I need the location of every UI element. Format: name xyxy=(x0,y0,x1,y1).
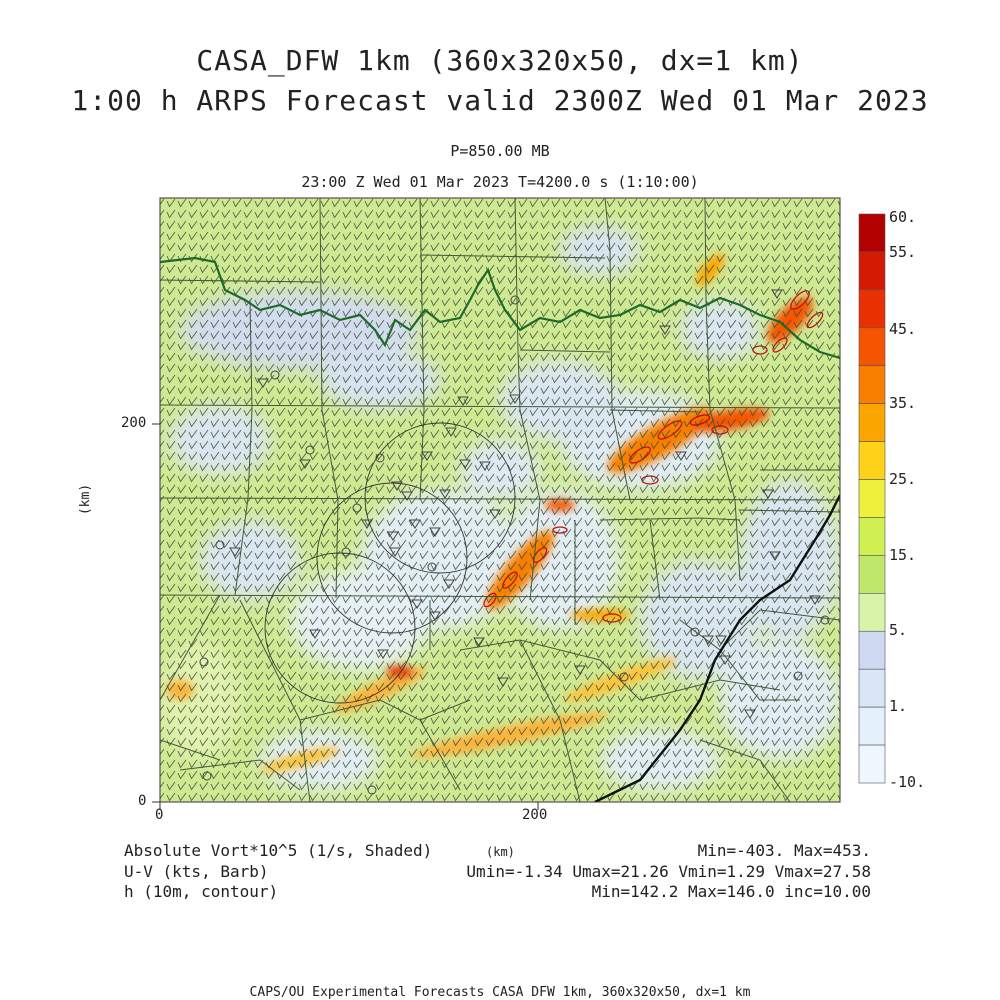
colorbar-swatch xyxy=(859,252,885,290)
valid-time-line: 23:00 Z Wed 01 Mar 2023 T=4200.0 s (1:10:00) xyxy=(301,173,699,191)
y-tick-0: 0 xyxy=(138,793,147,809)
legend-stats-2: Umin=-1.34 Umax=21.26 Vmin=1.29 Vmax=27.58 xyxy=(466,862,871,881)
colorbar-label: 15. xyxy=(889,546,917,564)
colorbar-swatch xyxy=(859,593,885,631)
colorbar-label: 45. xyxy=(889,320,917,338)
colorbar-swatch xyxy=(859,214,885,252)
colorbar-label: 1. xyxy=(889,697,908,715)
x-tick-0: 0 xyxy=(155,807,164,823)
pressure-level: P=850.00 MB xyxy=(450,142,550,160)
colorbar-label: -10. xyxy=(889,773,926,791)
colorbar-swatch xyxy=(859,290,885,328)
legend-field-1: Absolute Vort*10^5 (1/s, Shaded) xyxy=(124,841,433,860)
colorbar-swatch xyxy=(859,745,885,783)
colorbar-label: 35. xyxy=(889,394,917,412)
legend-stats-3: Min=142.2 Max=146.0 inc=10.00 xyxy=(591,882,871,901)
colorbar-swatch xyxy=(859,366,885,404)
colorbar-swatch xyxy=(859,631,885,669)
title-line-2: 1:00 h ARPS Forecast valid 2300Z Wed 01 Mar 2023 xyxy=(71,84,929,117)
colorbar-swatch xyxy=(859,328,885,366)
colorbar-swatch xyxy=(859,707,885,745)
colorbar-label: 60. xyxy=(889,208,917,226)
y-tick-200: 200 xyxy=(121,415,147,431)
footer-credit: CAPS/OU Experimental Forecasts CASA DFW 1km, 360x320x50, dx=1 km xyxy=(249,985,751,1000)
colorbar-label: 25. xyxy=(889,470,917,488)
colorbar-swatch xyxy=(859,404,885,442)
colorbar-swatch xyxy=(859,669,885,707)
colorbar-label: 55. xyxy=(889,243,917,261)
colorbar-swatch xyxy=(859,480,885,518)
colorbar-swatch xyxy=(859,555,885,593)
colorbar-swatch xyxy=(859,442,885,480)
legend-stats-1: Min=-403. Max=453. xyxy=(697,841,871,860)
colorbar-label: 5. xyxy=(889,621,908,639)
colorbar xyxy=(859,214,885,783)
legend-field-2: U-V (kts, Barb) xyxy=(124,862,269,881)
y-axis-label: (km) xyxy=(78,483,94,516)
legend-field-3: h (10m, contour) xyxy=(124,882,279,901)
colorbar-swatch xyxy=(859,517,885,555)
x-tick-200: 200 xyxy=(522,807,548,823)
legend-center-unit: (km) xyxy=(486,845,515,859)
title-line-1: CASA_DFW 1km (360x320x50, dx=1 km) xyxy=(196,44,804,77)
